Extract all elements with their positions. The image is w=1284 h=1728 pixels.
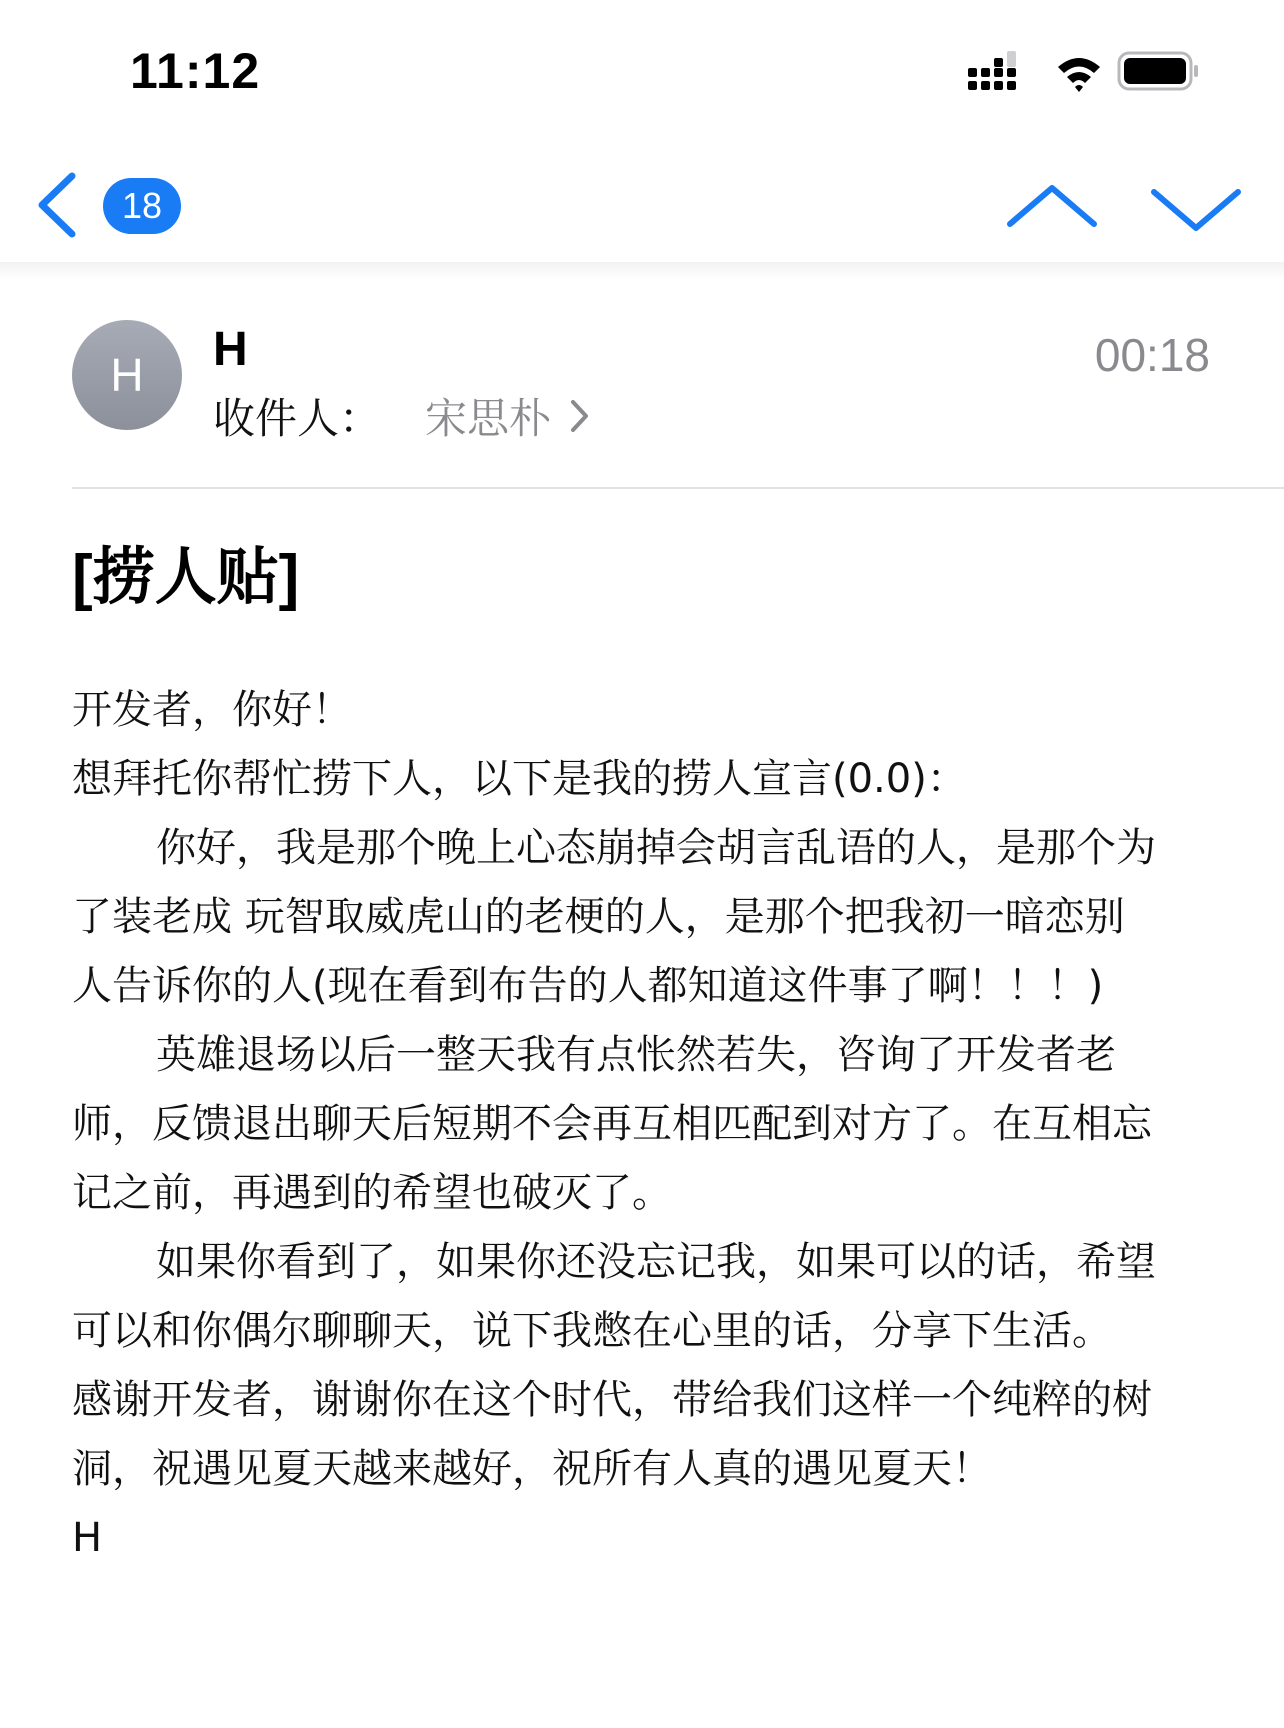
body-line: 师，反馈退出聊天后短期不会再互相匹配到对方了。在互相忘	[72, 1101, 1152, 1147]
recipient-label: 收件人：	[213, 394, 382, 443]
down-chevron-icon[interactable]	[1146, 178, 1246, 238]
nav-bar-shadow	[0, 262, 1284, 280]
sender-name[interactable]: H	[213, 323, 248, 376]
body-line: 人告诉你的人(现在看到布告的人都知道这件事了啊！！！)	[72, 963, 1104, 1009]
message-body	[72, 676, 1212, 1573]
body-line: 想拜托你帮忙捞下人，以下是我的捞人宣言(0.0)：	[72, 756, 967, 802]
body-line: 洞，祝遇见夏天越来越好，祝所有人真的遇见夏天！	[72, 1446, 992, 1492]
body-line: 了装老成 玩智取威虎山的老梗的人，是那个把我初一暗恋别	[72, 894, 1125, 940]
up-chevron-icon[interactable]	[1002, 178, 1102, 238]
status-bar	[0, 0, 1284, 120]
body-line: 如果你看到了，如果你还没忘记我，如果可以的话，希望	[156, 1239, 1156, 1285]
wifi-icon	[1058, 58, 1100, 92]
avatar: H	[72, 320, 182, 430]
body-line: 感谢开发者，谢谢你在这个时代，带给我们这样一个纯粹的树	[72, 1377, 1152, 1423]
header-divider	[72, 487, 1284, 489]
body-line: 开发者，你好！	[72, 687, 352, 733]
message-subject: [捞人贴]	[72, 543, 300, 612]
cellular-signal-icon	[968, 51, 1016, 90]
chevron-right-icon[interactable]	[569, 396, 591, 436]
body-line: 记之前，再遇到的希望也破灭了。	[72, 1170, 672, 1216]
recipient-row	[213, 386, 591, 446]
battery-icon	[1119, 53, 1198, 89]
status-icons	[968, 48, 1208, 98]
body-line: 你好，我是那个晚上心态崩掉会胡言乱语的人，是那个为	[156, 825, 1156, 871]
back-chevron-icon[interactable]	[34, 170, 84, 240]
message-time: 00:18	[1094, 329, 1210, 381]
body-line: H	[72, 1515, 103, 1561]
status-time: 11:12	[130, 43, 261, 99]
recipient-name[interactable]: 宋思朴	[425, 394, 552, 443]
body-line: 可以和你偶尔聊聊天，说下我憋在心里的话，分享下生活。	[72, 1308, 1112, 1354]
unread-count-badge[interactable]: 18	[103, 178, 181, 234]
body-line: 英雄退场以后一整天我有点怅然若失，咨询了开发者老	[156, 1032, 1116, 1078]
